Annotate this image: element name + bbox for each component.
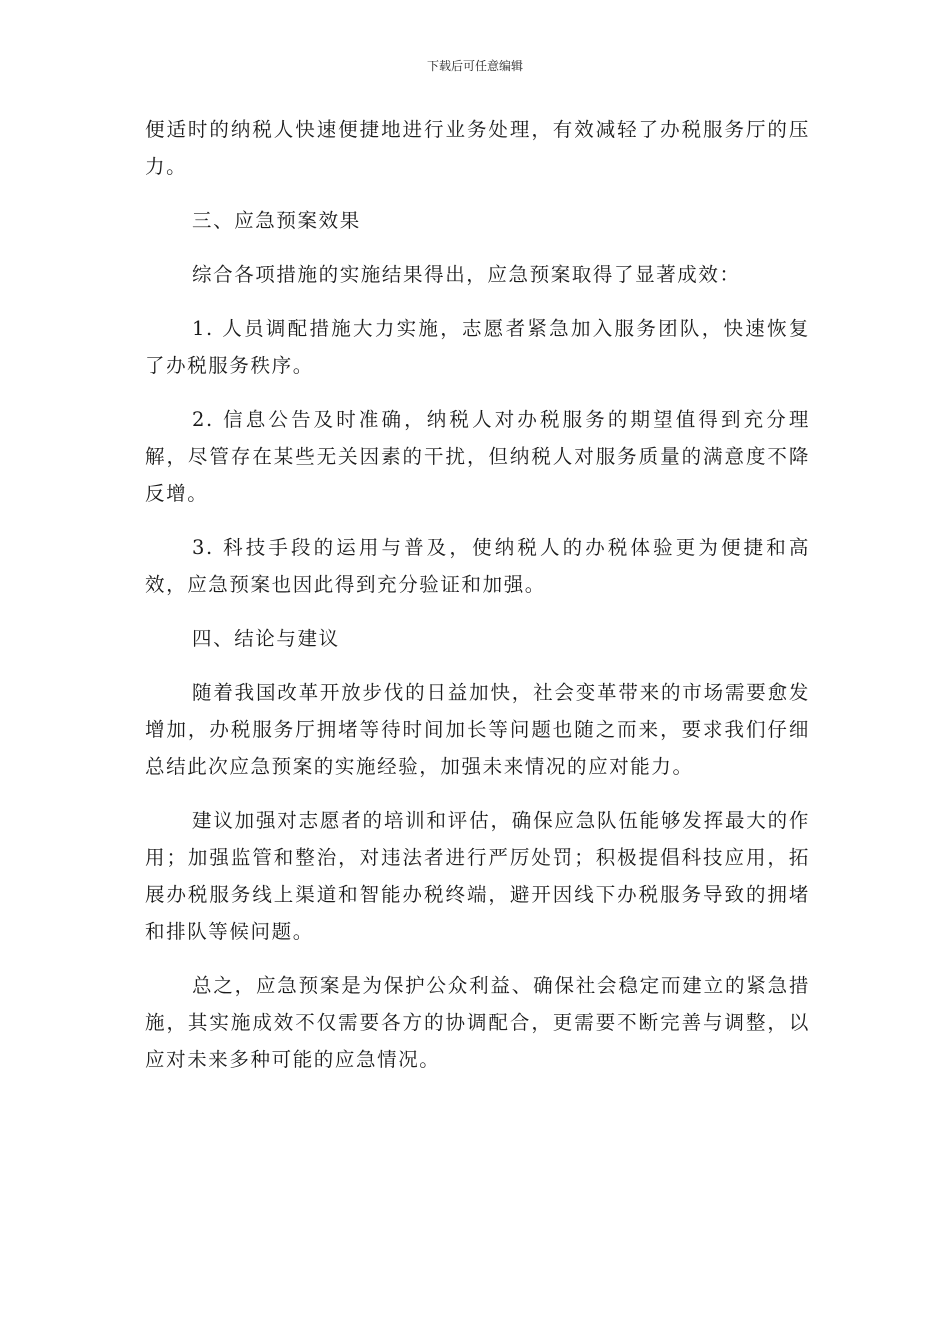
list-item-2: 2. 信息公告及时准确，纳税人对办税服务的期望值得到充分理解，尽管存在某些无关因素的干扰，但纳税人对服务质量的满意度不降反增。: [145, 408, 810, 505]
list-item-1: 1. 人员调配措施大力实施，志愿者紧急加入服务团队，快速恢复了办税服务秩序。: [145, 317, 810, 377]
section-heading-4: 四、结论与建议: [192, 627, 340, 650]
section-heading-3: 三、应急预案效果: [192, 209, 361, 232]
document-body: [145, 111, 810, 1095]
paragraph-results-intro: 综合各项措施的实施结果得出，应急预案取得了显著成效：: [192, 263, 741, 286]
paragraph-summary: 总之，应急预案是为保护公众利益、确保社会稳定而建立的紧急措施，其实施成效不仅需要各方的协调配合，更需要不断完善与调整，以应对未来多种可能的应急情况。: [145, 974, 810, 1071]
paragraph-suggestions: 建议加强对志愿者的培训和评估，确保应急队伍能够发挥最大的作用；加强监管和整治，对违法者进行严厉处罚；积极提倡科技应用，拓展办税服务线上渠道和智能办税终端，避开因线下办税服务导致的拥堵和排队等候问题。: [145, 809, 810, 943]
paragraph-conclusion: 随着我国改革开放步伐的日益加快，社会变革带来的市场需要愈发增加，办税服务厅拥堵等待时间加长等问题也随之而来，要求我们仔细总结此次应急预案的实施经验，加强未来情况的应对能力。: [145, 681, 810, 778]
paragraph-continuation: 便适时的纳税人快速便捷地进行业务处理，有效减轻了办税服务厅的压力。: [145, 118, 810, 178]
header-note: 下载后可任意编辑: [426, 59, 523, 73]
list-item-3: 3. 科技手段的运用与普及，使纳税人的办税体验更为便捷和高效，应急预案也因此得到充分验证和加强。: [145, 536, 810, 596]
